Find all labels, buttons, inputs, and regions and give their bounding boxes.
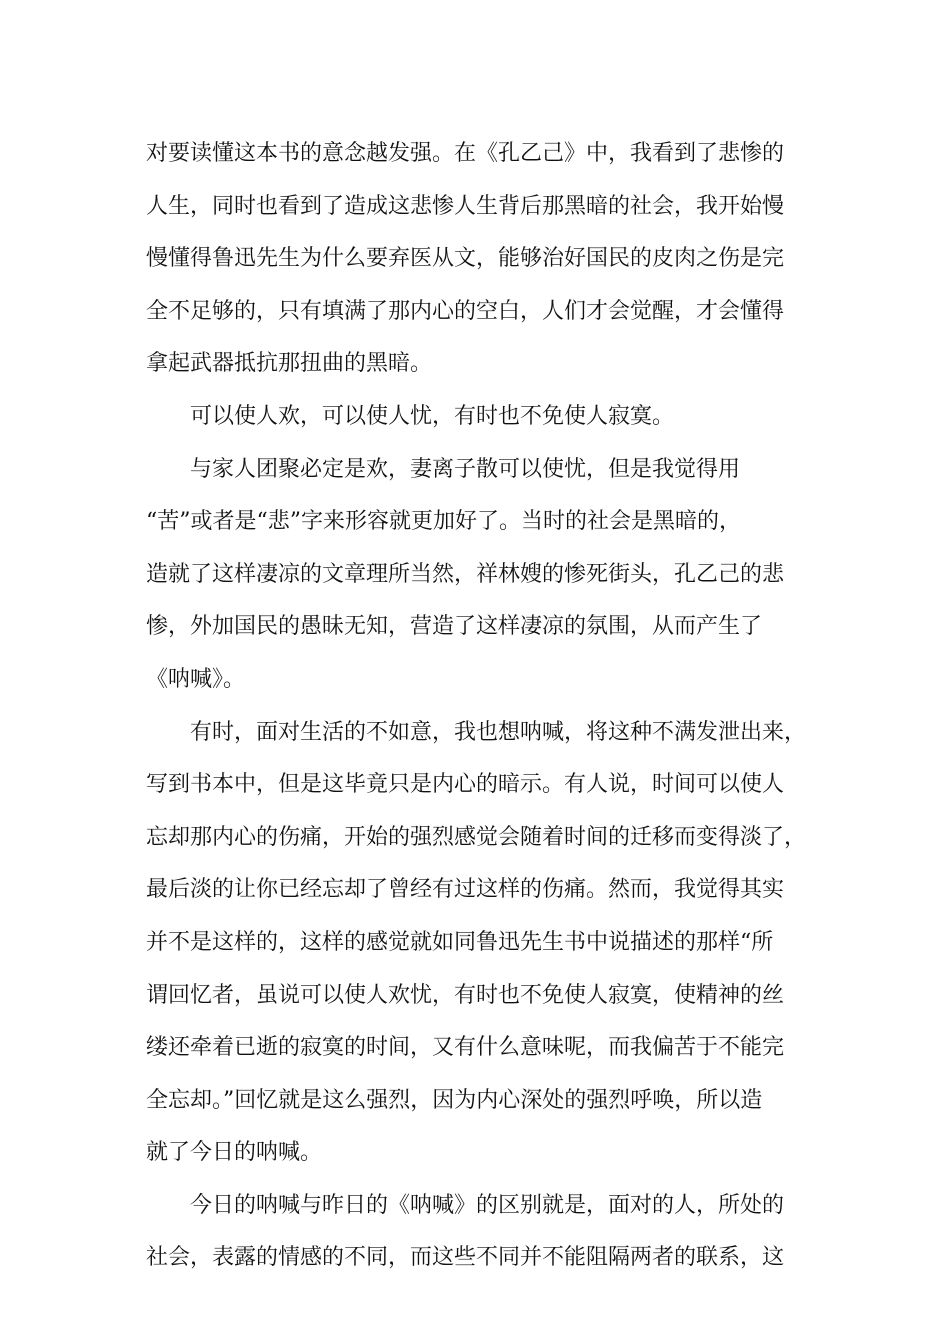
paragraph [146, 128, 826, 391]
text-line: 有时，面对生活的不如意，我也想呐喊，将这种不满发泄出来， [190, 719, 807, 745]
text-line: 对要读懂这本书的意念越发强。在《孔乙己》中，我看到了悲惨的 [146, 141, 785, 166]
paragraph [146, 1180, 826, 1285]
paragraph [146, 391, 826, 444]
text-line: 写到书本中，但是这毕竟只是内心的暗示。有人说，时间可以使人 [146, 772, 785, 798]
text-line: “苦”或者是“悲”字来形容就更加好了。当时的社会是黑暗的， [146, 509, 741, 535]
text-line: 人生，同时也看到了造成这悲惨人生背后那黑暗的社会，我开始慢 [146, 193, 785, 219]
body-text [146, 128, 826, 1285]
text-line: 就了今日的呐喊。 [146, 1140, 323, 1166]
text-line: 可以使人欢，可以使人忧，有时也不免使人寂寞。 [190, 403, 675, 429]
paragraph [146, 707, 826, 1180]
text-line: 今日的呐喊与昨日的《呐喊》的区别就是，面对的人，所处的 [190, 1192, 785, 1218]
text-line: 与家人团聚必定是欢，妻离子散可以使忧，但是我觉得用 [190, 456, 741, 482]
paragraph [146, 444, 826, 707]
text-line: 谓回忆者，虽说可以使人欢忧，有时也不免使人寂寞，使精神的丝 [146, 982, 785, 1008]
text-line: 《呐喊》。 [146, 666, 246, 692]
text-line: 并不是这样的，这样的感觉就如同鲁迅先生书中说描述的那样“所 [146, 929, 774, 955]
text-line: 惨，外加国民的愚昧无知，营造了这样凄凉的氛围，从而产生了 [146, 614, 763, 640]
text-line: 最后淡的让你已经忘却了曾经有过这样的伤痛。然而，我觉得其实 [146, 877, 785, 903]
text-line: 慢懂得鲁迅先生为什么要弃医从文，能够治好国民的皮肉之伤是完 [146, 246, 785, 272]
text-line: 社会，表露的情感的不同，而这些不同并不能阻隔两者的联系，这 [146, 1245, 785, 1271]
text-line: 忘却那内心的伤痛，开始的强烈感觉会随着时间的迁移而变得淡了， [146, 824, 807, 850]
text-line: 缕还牵着已逝的寂寞的时间，又有什么意味呢，而我偏苦于不能完 [146, 1035, 785, 1061]
text-line: 全不足够的，只有填满了那内心的空白，人们才会觉醒，才会懂得 [146, 298, 785, 324]
text-line: 拿起武器抵抗那扭曲的黑暗。 [146, 351, 433, 377]
text-line: 全忘却。”回忆就是这么强烈，因为内心深处的强烈呼唤，所以造 [146, 1087, 763, 1113]
text-line: 造就了这样凄凉的文章理所当然，祥林嫂的惨死街头，孔乙己的悲 [146, 561, 785, 587]
